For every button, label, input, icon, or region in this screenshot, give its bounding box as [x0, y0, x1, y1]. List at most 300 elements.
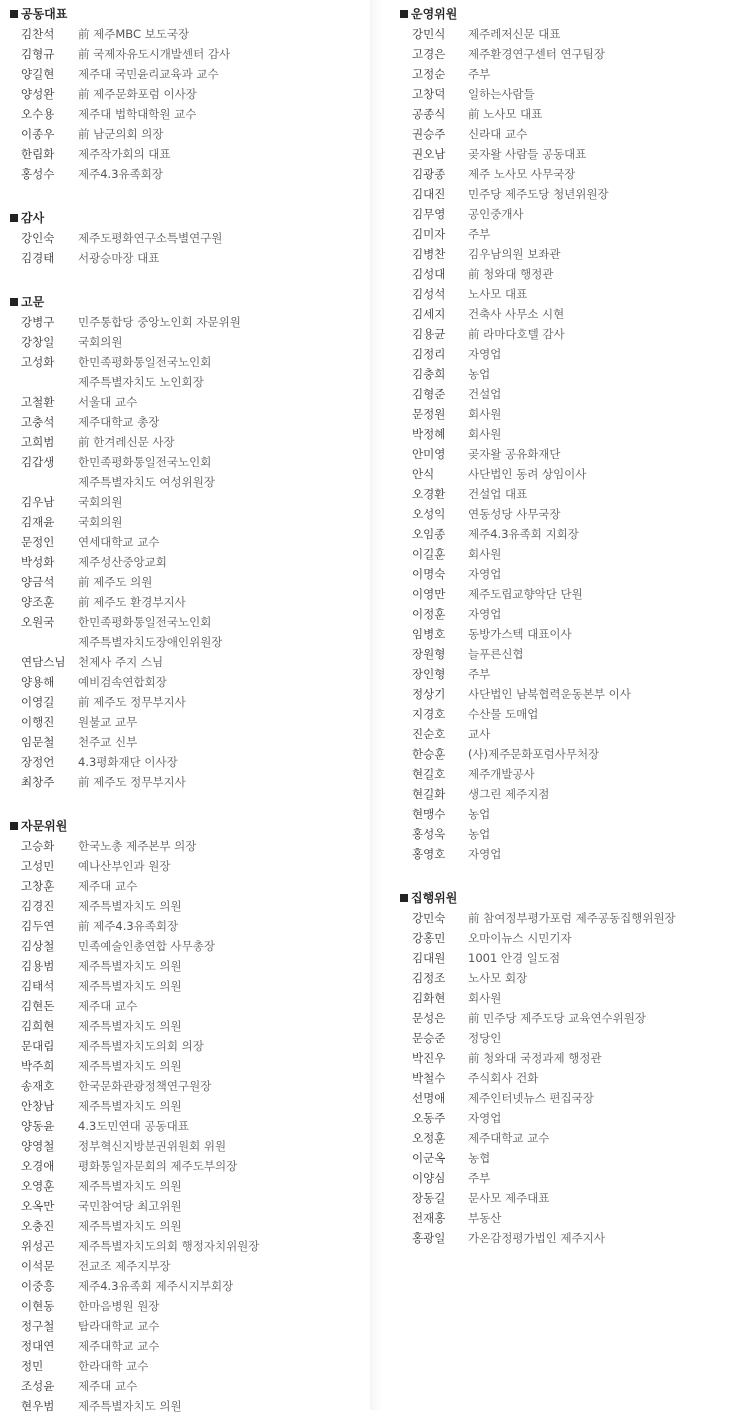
- member-name: 오원국: [21, 615, 55, 629]
- member-title: 제주대 교수: [78, 879, 138, 893]
- member-title: 前 제주문화포럼 이사장: [78, 87, 197, 101]
- member-row: [0, 104, 370, 124]
- member-name: 김충희: [412, 367, 446, 381]
- member-row: [383, 1028, 740, 1048]
- member-row: [0, 1096, 370, 1116]
- member-row: [383, 384, 740, 404]
- member-name: 정대연: [21, 1339, 55, 1353]
- member-row: [0, 452, 370, 472]
- member-name: 오성익: [412, 507, 446, 521]
- member-row: [0, 552, 370, 572]
- member-title: 제주대학교 총장: [78, 415, 160, 429]
- member-name: 안창남: [21, 1099, 55, 1113]
- member-title: 제주특별자치도 의원: [78, 1099, 182, 1113]
- member-row: [0, 1376, 370, 1396]
- member-row: [383, 744, 740, 764]
- member-title: 제주4.3유족회장: [78, 167, 163, 181]
- member-row: [0, 836, 370, 856]
- member-title: 사단법인 남북협력운동본부 이사: [468, 687, 631, 701]
- member-name: 김현돈: [21, 999, 55, 1013]
- member-row: [383, 304, 740, 324]
- member-row: [383, 264, 740, 284]
- member-name: 문승준: [412, 1031, 446, 1045]
- member-row: [383, 24, 740, 44]
- member-title: 주부: [468, 1171, 491, 1185]
- square-bullet-icon: [10, 298, 18, 306]
- member-name: 장인형: [412, 667, 446, 681]
- member-row: [383, 584, 740, 604]
- member-name: 연담스님: [21, 655, 66, 669]
- member-name: 고승화: [21, 839, 55, 853]
- member-title: 국민참여당 최고위원: [78, 1199, 182, 1213]
- member-row: [383, 524, 740, 544]
- member-row: [383, 724, 740, 744]
- member-title: 4.3도민연대 공동대표: [78, 1119, 189, 1133]
- member-name: 한림화: [21, 147, 55, 161]
- member-title: 전교조 제주지부장: [78, 1259, 171, 1273]
- member-row: [0, 1016, 370, 1036]
- member-name: 이현동: [21, 1299, 55, 1313]
- section: [0, 4, 370, 204]
- member-row: [0, 752, 370, 772]
- member-name: 양영철: [21, 1139, 55, 1153]
- member-name: 양조훈: [21, 595, 55, 609]
- member-title: 한민족평화통일전국노인회: [78, 615, 212, 629]
- member-title: 제주특별자치도 의원: [78, 1059, 182, 1073]
- member-name: 오충진: [21, 1219, 55, 1233]
- member-name: 진순호: [412, 727, 446, 741]
- member-row: [0, 1196, 370, 1216]
- member-name: 이양심: [412, 1171, 446, 1185]
- member-name: 김형준: [412, 387, 446, 401]
- member-name: 이종우: [21, 127, 55, 141]
- member-name: 고성민: [21, 859, 55, 873]
- member-title: 농업: [468, 807, 491, 821]
- member-title: 탐라대학교 교수: [78, 1319, 160, 1333]
- member-title: 건설업 대표: [468, 487, 528, 501]
- member-row: [0, 732, 370, 752]
- member-title: 국회의원: [78, 495, 123, 509]
- member-title: 민주당 제주도당 청년위원장: [468, 187, 609, 201]
- member-name: 현길호: [412, 767, 446, 781]
- member-title: 한국문화관광정책연구원장: [78, 1079, 212, 1093]
- member-name: 고창덕: [412, 87, 446, 101]
- member-title: 수산물 도매업: [468, 707, 539, 721]
- member-title: 前 제주도 의원: [78, 575, 153, 589]
- member-row: [383, 928, 740, 948]
- member-name: 김정리: [412, 347, 446, 361]
- member-row: [0, 612, 370, 632]
- section-gap: [0, 792, 370, 812]
- member-row: [0, 1256, 370, 1276]
- member-title: 일하는사람들: [468, 87, 535, 101]
- member-name: 박철수: [412, 1071, 446, 1085]
- member-name: 장동길: [412, 1191, 446, 1205]
- section: [0, 208, 370, 288]
- member-title: 前 제주도 환경부지사: [78, 595, 186, 609]
- member-row: [0, 312, 370, 332]
- member-row: [0, 1216, 370, 1236]
- member-title: 주부: [468, 227, 491, 241]
- member-row: [383, 1228, 740, 1248]
- member-row: [0, 248, 370, 268]
- member-title: 前 제주도 정무부지사: [78, 695, 186, 709]
- member-title: 제주특별자치도 의원: [78, 1219, 182, 1233]
- member-row: [0, 1356, 370, 1376]
- member-title: 국회의원: [78, 515, 123, 529]
- member-row: [383, 124, 740, 144]
- member-row: [383, 604, 740, 624]
- member-name: 장정언: [21, 755, 55, 769]
- section-heading-text: 자문위원: [21, 819, 68, 833]
- member-title: 국회의원: [78, 335, 123, 349]
- member-row: [0, 392, 370, 412]
- section-heading-text: 운영위원: [411, 7, 458, 21]
- member-title: 前 라마다호텔 감사: [468, 327, 565, 341]
- member-title: 제주특별자치도 여성위원장: [78, 475, 215, 489]
- member-title: 한민족평화통일전국노인회: [78, 355, 212, 369]
- member-name: 김미자: [412, 227, 446, 241]
- member-row: [383, 464, 740, 484]
- member-name: 오임종: [412, 527, 446, 541]
- member-row: [0, 956, 370, 976]
- member-name: 오옥만: [21, 1199, 55, 1213]
- member-name: 권승주: [412, 127, 446, 141]
- member-name: 양동윤: [21, 1119, 55, 1133]
- member-row: [383, 684, 740, 704]
- member-row: [0, 592, 370, 612]
- member-name: 김무영: [412, 207, 446, 221]
- section: [0, 292, 370, 812]
- member-name: 김태석: [21, 979, 55, 993]
- member-name: 현길화: [412, 787, 446, 801]
- member-title: 평화통일자문회의 제주도부의장: [78, 1159, 238, 1173]
- member-title: 가온감정평가법인 제주지사: [468, 1231, 605, 1245]
- member-row: [383, 444, 740, 464]
- member-title: 제주개발공사: [468, 767, 535, 781]
- member-row: [0, 164, 370, 184]
- member-title: 前 제주4.3유족회장: [78, 919, 179, 933]
- member-row: [0, 1116, 370, 1136]
- member-row: [383, 244, 740, 264]
- member-row: [0, 1076, 370, 1096]
- member-title: 前 제주MBC 보도국장: [78, 27, 190, 41]
- member-title: 곶자왈 공유화재단: [468, 447, 561, 461]
- member-name: 오정훈: [412, 1131, 446, 1145]
- member-row: [383, 364, 740, 384]
- member-row: [383, 504, 740, 524]
- column-divider: [370, 0, 383, 1410]
- member-name: 조성윤: [21, 1379, 55, 1393]
- member-row: [383, 104, 740, 124]
- member-name: 장원형: [412, 647, 446, 661]
- member-name: 송재호: [21, 1079, 55, 1093]
- member-row: [383, 164, 740, 184]
- member-title: 자영업: [468, 847, 502, 861]
- member-title: 농업: [468, 827, 491, 841]
- member-row: [0, 632, 370, 652]
- member-row: [383, 948, 740, 968]
- member-row: [383, 184, 740, 204]
- square-bullet-icon: [10, 214, 18, 222]
- member-title: 공인중개사: [468, 207, 524, 221]
- member-row: [383, 844, 740, 864]
- member-title: 농협: [468, 1151, 491, 1165]
- member-row: [0, 372, 370, 392]
- member-name: 김정조: [412, 971, 446, 985]
- member-name: 현맹수: [412, 807, 446, 821]
- member-title: 前 참여정부평가포럼 제주공동집행위원장: [468, 911, 676, 925]
- member-row: [383, 784, 740, 804]
- member-row: [383, 1168, 740, 1188]
- section-heading-text: 감사: [21, 211, 45, 225]
- member-title: 김우남의원 보좌관: [468, 247, 561, 261]
- member-title: 제주성산중앙교회: [78, 555, 167, 569]
- member-title: 서광승마장 대표: [78, 251, 160, 265]
- member-name: 이영만: [412, 587, 446, 601]
- member-title: 제주특별자치도의회 의장: [78, 1039, 204, 1053]
- member-name: 김용범: [21, 959, 55, 973]
- member-row: [383, 564, 740, 584]
- member-name: 안미영: [412, 447, 446, 461]
- member-row: [383, 1208, 740, 1228]
- member-row: [383, 484, 740, 504]
- member-title: 생그린 제주지점: [468, 787, 550, 801]
- section-heading: [383, 888, 740, 908]
- member-title: 자영업: [468, 607, 502, 621]
- member-row: [0, 1176, 370, 1196]
- member-title: 한민족평화통일전국노인회: [78, 455, 212, 469]
- member-name: 고충석: [21, 415, 55, 429]
- member-row: [383, 424, 740, 444]
- member-title: 회사원: [468, 407, 502, 421]
- member-row: [383, 1108, 740, 1128]
- member-title: 제주특별자치도 의원: [78, 1179, 182, 1193]
- member-row: [383, 824, 740, 844]
- member-name: 이행진: [21, 715, 55, 729]
- member-name: 오영훈: [21, 1179, 55, 1193]
- member-name: 선명애: [412, 1091, 446, 1105]
- member-name: 문정인: [21, 535, 55, 549]
- member-row: [383, 44, 740, 64]
- member-row: [383, 1088, 740, 1108]
- member-name: 안식: [412, 467, 435, 481]
- member-title: 주부: [468, 67, 491, 81]
- section-heading: [0, 816, 370, 836]
- member-name: 임문철: [21, 735, 55, 749]
- member-title: 前 노사모 대표: [468, 107, 543, 121]
- member-row: [0, 772, 370, 792]
- member-row: [0, 432, 370, 452]
- member-row: [0, 916, 370, 936]
- member-title: 제주대 법학대학원 교수: [78, 107, 197, 121]
- member-title: 늘푸른신협: [468, 647, 524, 661]
- member-row: [0, 976, 370, 996]
- member-name: 김형규: [21, 47, 55, 61]
- member-name: [0, 632, 78, 652]
- member-name: 강홍민: [412, 931, 446, 945]
- member-title: 주식회사 건화: [468, 1071, 539, 1085]
- section-heading: [383, 4, 740, 24]
- member-name: [0, 372, 78, 392]
- member-row: [0, 492, 370, 512]
- member-row: [383, 988, 740, 1008]
- member-name: 김성대: [412, 267, 446, 281]
- member-row: [383, 404, 740, 424]
- member-row: [0, 856, 370, 876]
- section-heading-text: 공동대표: [21, 7, 68, 21]
- member-row: [0, 1396, 370, 1416]
- square-bullet-icon: [10, 822, 18, 830]
- member-title: 제주특별자치도의회 행정자치위원장: [78, 1239, 260, 1253]
- member-row: [383, 764, 740, 784]
- member-name: 김대진: [412, 187, 446, 201]
- member-row: [0, 228, 370, 248]
- member-row: [383, 664, 740, 684]
- member-title: 한국노총 제주본부 의장: [78, 839, 197, 853]
- member-row: [0, 936, 370, 956]
- member-name: 이영길: [21, 695, 55, 709]
- member-name: 김두연: [21, 919, 55, 933]
- member-name: 홍성욱: [412, 827, 446, 841]
- member-row: [0, 24, 370, 44]
- member-row: [0, 672, 370, 692]
- member-row: [383, 1068, 740, 1088]
- member-name: 임병호: [412, 627, 446, 641]
- member-row: [0, 692, 370, 712]
- member-row: [0, 1296, 370, 1316]
- member-title: 연동성당 사무국장: [468, 507, 561, 521]
- member-name: 고성화: [21, 355, 55, 369]
- member-title: 사단법인 동려 상임이사: [468, 467, 587, 481]
- member-title: 주부: [468, 667, 491, 681]
- member-title: 민주통합당 중앙노인회 자문위원: [78, 315, 241, 329]
- member-row: [0, 1036, 370, 1056]
- section-gap: [0, 268, 370, 288]
- member-title: 제주4.3유족회 지회장: [468, 527, 579, 541]
- member-title: 건축사 사무소 시현: [468, 307, 565, 321]
- member-name: 강민식: [412, 27, 446, 41]
- member-row: [383, 84, 740, 104]
- member-name: 고희범: [21, 435, 55, 449]
- member-title: 동방가스텍 대표이사: [468, 627, 572, 641]
- member-name: 강병구: [21, 315, 55, 329]
- member-row: [0, 412, 370, 432]
- member-row: [383, 1128, 740, 1148]
- member-row: [383, 644, 740, 664]
- member-title: 前 제주도 정무부지사: [78, 775, 186, 789]
- member-name: 지경호: [412, 707, 446, 721]
- member-title: 정당인: [468, 1031, 502, 1045]
- member-title: 문사모 제주대표: [468, 1191, 550, 1205]
- member-title: 제주작가회의 대표: [78, 147, 171, 161]
- square-bullet-icon: [10, 10, 18, 18]
- member-name: 정구철: [21, 1319, 55, 1333]
- member-name: 김성석: [412, 287, 446, 301]
- member-name: 양성완: [21, 87, 55, 101]
- member-title: (사)제주문화포럼사무처장: [468, 747, 600, 761]
- member-name: 고경은: [412, 47, 446, 61]
- member-title: 제주특별자치도 노인회장: [78, 375, 204, 389]
- member-title: 제주특별자치도 의원: [78, 979, 182, 993]
- member-name: 고창훈: [21, 879, 55, 893]
- section-gap: [0, 184, 370, 204]
- section-heading-text: 집행위원: [411, 891, 458, 905]
- member-name: 오수용: [21, 107, 55, 121]
- member-title: 제주특별자치도장애인위원장: [78, 635, 223, 649]
- member-row: [0, 472, 370, 492]
- square-bullet-icon: [400, 10, 408, 18]
- member-name: 홍광일: [412, 1231, 446, 1245]
- member-row: [0, 532, 370, 552]
- member-name: 위성곤: [21, 1239, 55, 1253]
- member-title: 신라대 교수: [468, 127, 528, 141]
- square-bullet-icon: [400, 894, 408, 902]
- member-row: [0, 352, 370, 372]
- member-title: 오마이뉴스 시민기자: [468, 931, 572, 945]
- member-name: 문정원: [412, 407, 446, 421]
- member-row: [383, 544, 740, 564]
- section-heading: [0, 208, 370, 228]
- member-row: [0, 332, 370, 352]
- member-name: 정상기: [412, 687, 446, 701]
- member-row: [383, 1188, 740, 1208]
- member-name: 권오남: [412, 147, 446, 161]
- member-row: [0, 1136, 370, 1156]
- member-title: 前 청와대 국정과제 행정관: [468, 1051, 602, 1065]
- member-name: 정민: [21, 1359, 44, 1373]
- member-title: 곶자왈 사람들 공동대표: [468, 147, 587, 161]
- member-title: 前 한겨레신문 사장: [78, 435, 175, 449]
- member-name: 강창일: [21, 335, 55, 349]
- member-name: 홍영호: [412, 847, 446, 861]
- member-name: 김병찬: [412, 247, 446, 261]
- member-name: 문성은: [412, 1011, 446, 1025]
- member-title: 제주대학교 교수: [78, 1339, 160, 1353]
- member-title: 부동산: [468, 1211, 502, 1225]
- member-row: [0, 1336, 370, 1356]
- member-name: 고철환: [21, 395, 55, 409]
- member-name: 박진우: [412, 1051, 446, 1065]
- member-name: 오경애: [21, 1159, 55, 1173]
- member-name: 현우범: [21, 1399, 55, 1413]
- member-title: 제주도립교향악단 단원: [468, 587, 583, 601]
- member-title: 민족예술인총연합 사무총장: [78, 939, 215, 953]
- member-title: 제주특별자치도 의원: [78, 899, 182, 913]
- member-name: 김대원: [412, 951, 446, 965]
- member-name: 김세지: [412, 307, 446, 321]
- member-title: 前 남군의회 의장: [78, 127, 164, 141]
- member-title: 회사원: [468, 547, 502, 561]
- member-name: 한승훈: [412, 747, 446, 761]
- member-name: 이명숙: [412, 567, 446, 581]
- member-row: [383, 704, 740, 724]
- member-title: 노사모 회장: [468, 971, 528, 985]
- member-title: 제주대 교수: [78, 999, 138, 1013]
- member-row: [383, 1048, 740, 1068]
- member-name: 오동주: [412, 1111, 446, 1125]
- member-name: 박정혜: [412, 427, 446, 441]
- section-heading: [0, 4, 370, 24]
- member-title: 예비검속연합회장: [78, 675, 167, 689]
- member-name: 이정훈: [412, 607, 446, 621]
- member-row: [0, 712, 370, 732]
- member-row: [383, 204, 740, 224]
- member-row: [383, 1148, 740, 1168]
- member-name: 김경진: [21, 899, 55, 913]
- member-title: 농업: [468, 367, 491, 381]
- member-name: 김희현: [21, 1019, 55, 1033]
